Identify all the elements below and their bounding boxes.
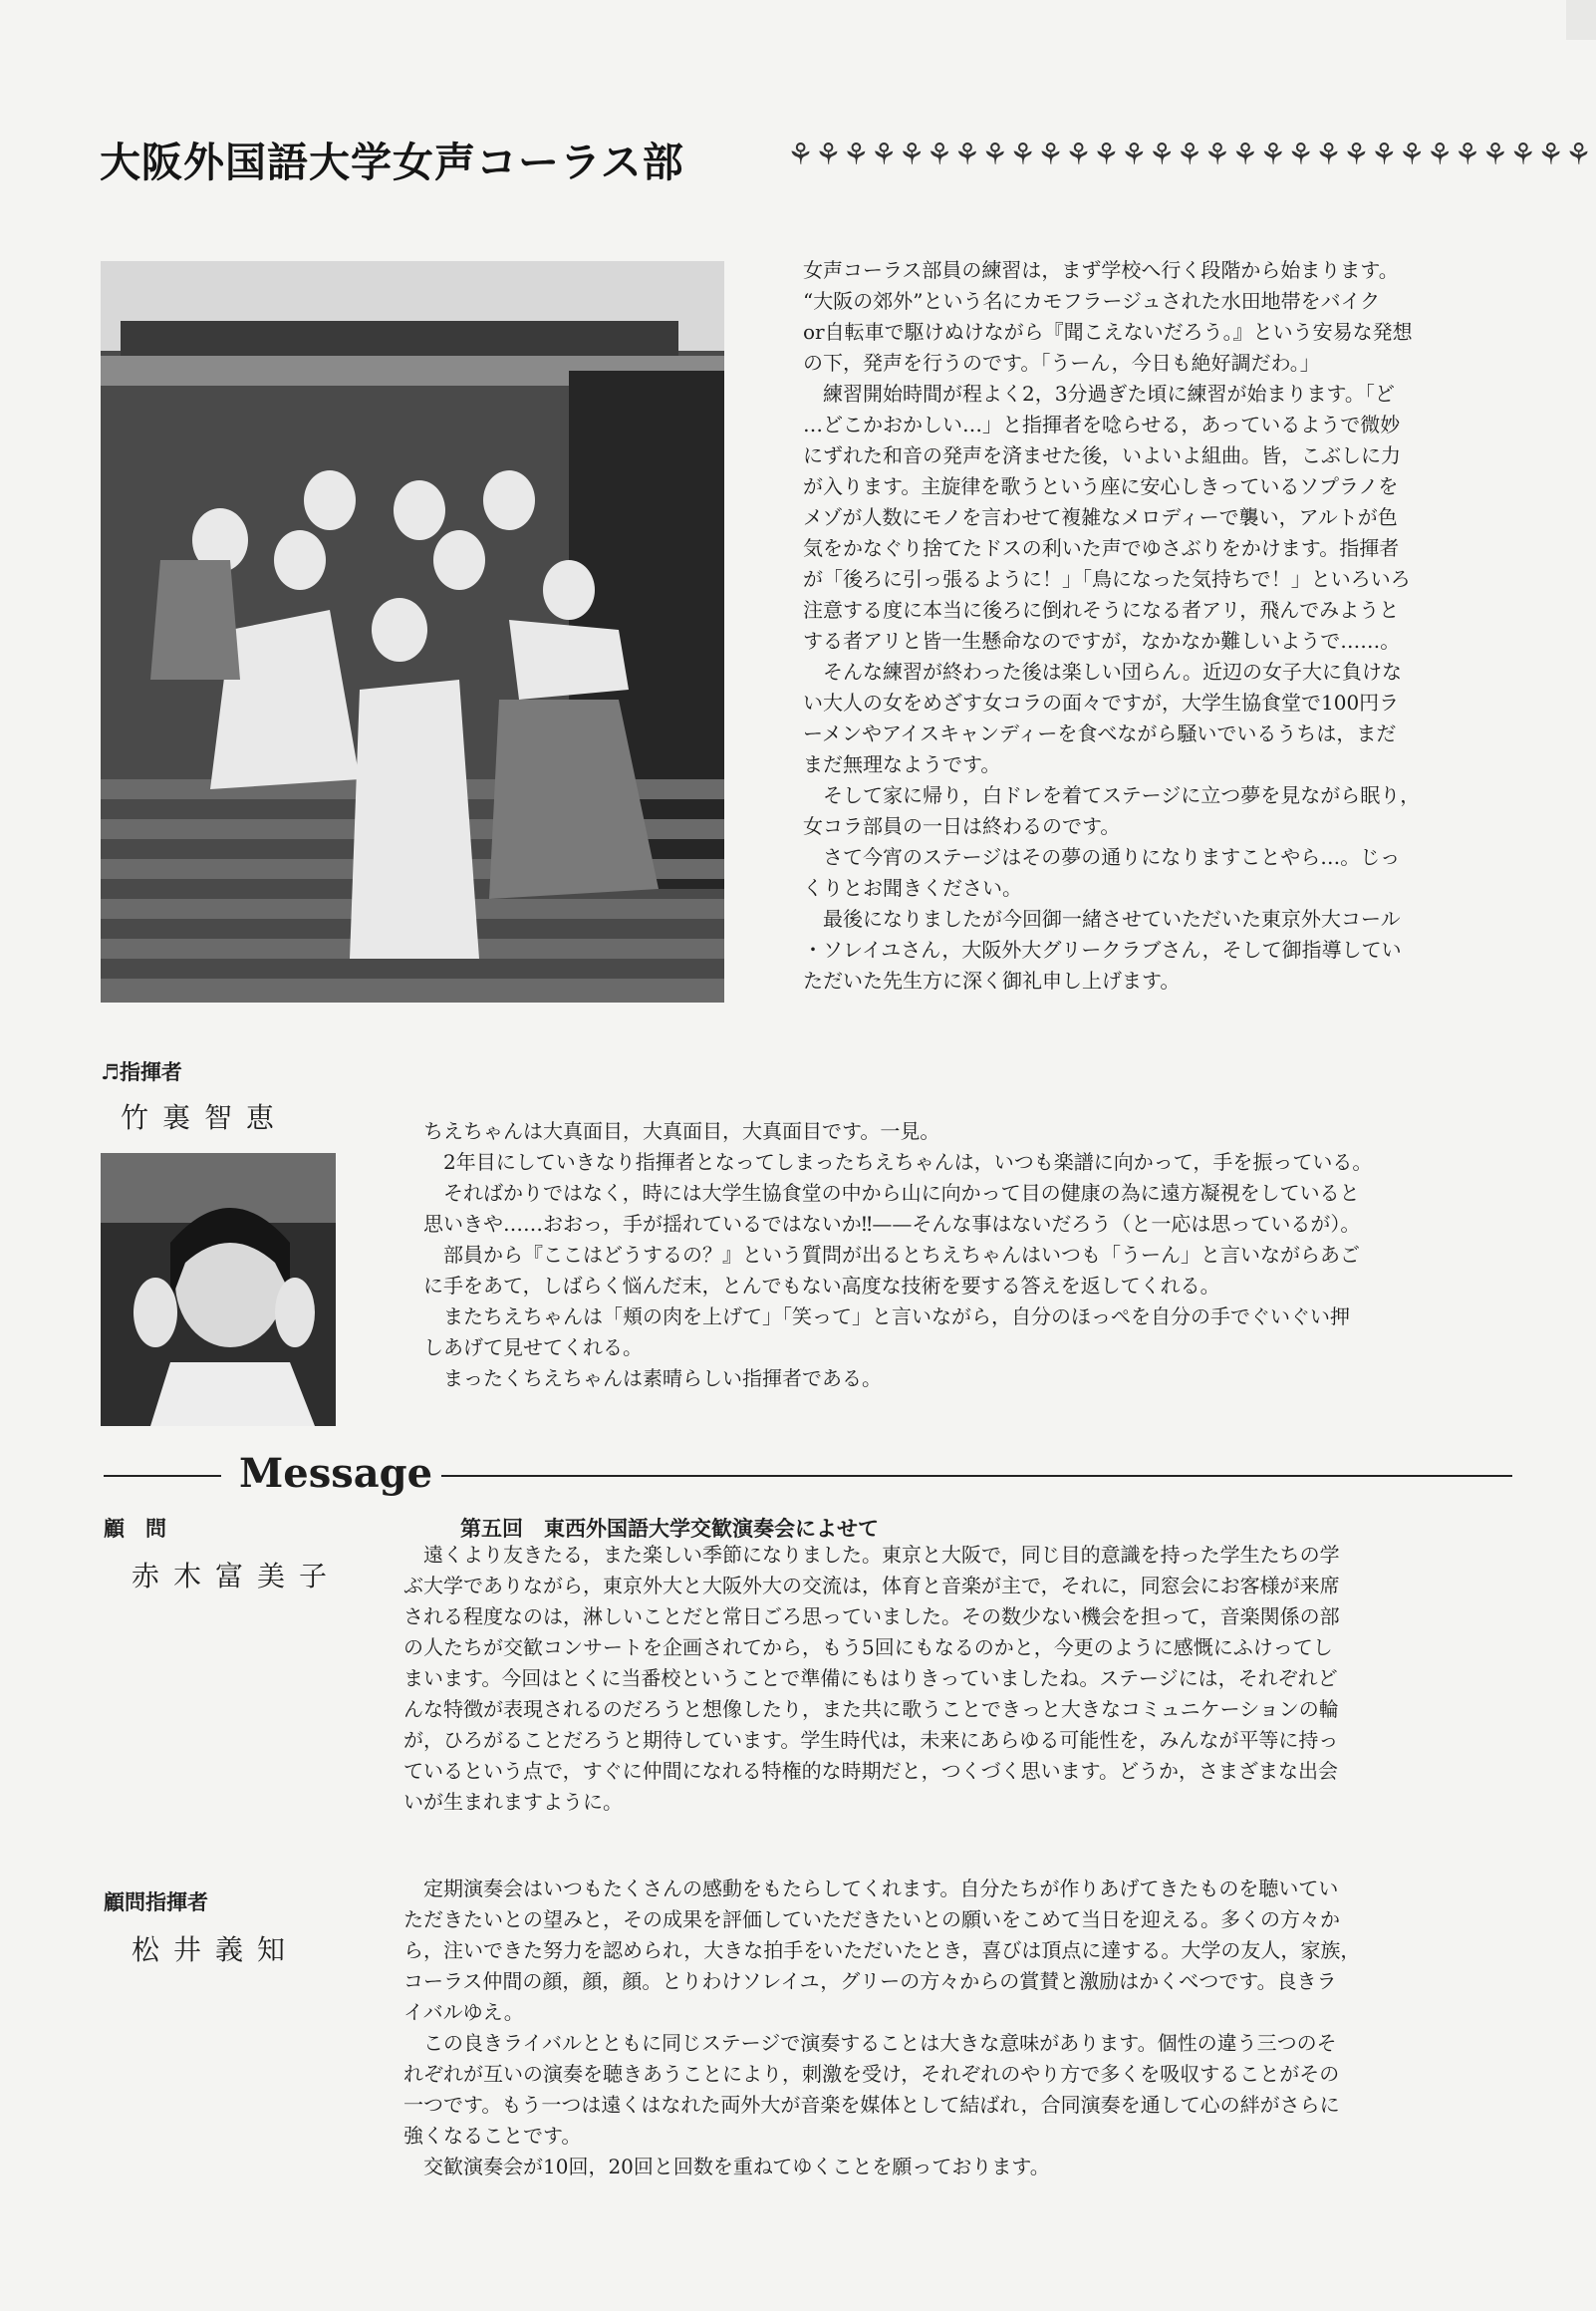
advisor-name: 赤木富美子 xyxy=(132,1560,342,1592)
conductor-line: しあげて見せてくれる。 xyxy=(423,1335,643,1359)
message-heading: Message xyxy=(239,1450,433,1497)
intro-line: …どこかおかしい…」と指揮者を唸らせる，あっているようで微妙 xyxy=(803,413,1401,436)
advisor-role: 顧 問 xyxy=(104,1517,166,1541)
conductor-photo xyxy=(101,1153,336,1426)
intro-line: い大人の女をめざす女コラの面々ですが，大学生協食堂で100円ラ xyxy=(803,691,1400,715)
intro-line: “大阪の郊外”という名にカモフラージュされた水田地帯をバイク xyxy=(803,289,1381,313)
conductor-text xyxy=(423,1116,1529,1394)
conductor-name: 竹裏智恵 xyxy=(121,1101,289,1134)
intro-line: ーメンやアイスキャンディーを食べながら騒いでいるうちは，まだ xyxy=(803,722,1397,745)
intro-line: ただいた先生方に深く御礼申し上げます。 xyxy=(803,969,1181,993)
intro-line: さて今宵のステージはその夢の通りになりますことやら…。じっ xyxy=(803,845,1401,869)
conductor-line: ちえちゃんは大真面目，大真面目，大真面目です。一見。 xyxy=(423,1119,940,1143)
intro-text xyxy=(803,255,1520,997)
intro-line: 最後になりましたが今回御一緒させていただいた東京外大コール xyxy=(803,907,1401,931)
advisor-conductor-line: ら，注いできた努力を認められ，大きな拍手をいただいたとき，喜びは頂点に達する。大学の友人，家族， xyxy=(403,1938,1361,1962)
advisor-line: ぶ大学でありながら，東京外大と大阪外大の交流は，体育と音楽が主で，それに，同窓会にお客様が来席 xyxy=(403,1574,1340,1597)
conductor-line: に手をあて，しばらく悩んだ末，とんでもない高度な技術を要する答えを返してくれる。 xyxy=(423,1274,1220,1298)
advisor-text xyxy=(403,1540,1529,1818)
advisor-conductor-line: 交歓演奏会が10回，20回と回数を重ねてゆくことを願っております。 xyxy=(403,2155,1050,2178)
intro-line: する者アリと皆一生懸命なのですが，なかなか難しいようで……。 xyxy=(803,629,1401,653)
intro-line: ・ソレイユさん，大阪外大グリークラブさん，そして御指導してい xyxy=(803,938,1402,962)
advisor-conductor-line: れぞれが互いの演奏を聴きあうことにより，刺激を受け，それぞれのやり方で多くを吸収することがその xyxy=(403,2062,1340,2086)
advisor-conductor-role: 顧問指揮者 xyxy=(104,1890,208,1914)
title-decoration: ⚘⚘⚘⚘⚘⚘⚘⚘⚘⚘⚘⚘⚘⚘⚘⚘⚘⚘⚘⚘⚘⚘⚘⚘⚘⚘⚘⚘⚘ xyxy=(787,138,1593,172)
intro-line: が「後ろに引っ張るように！」「鳥になった気持ちで！」といろいろ xyxy=(803,567,1411,591)
advisor-conductor-line: 強くなることです。 xyxy=(403,2124,582,2148)
conductor-line: そればかりではなく，時には大学生協食堂の中から山に向かって目の健康の為に遠方凝視をしていると xyxy=(443,1181,1360,1205)
advisor-conductor-line: この良きライバルとともに同じステージで演奏することは大きな意味があります。個性の違う三つのそ xyxy=(403,2031,1337,2055)
conductor-line: またちえちゃんは「頬の肉を上げて」「笑って」と言いながら，自分のほっぺを自分の手でぐいぐい押 xyxy=(443,1304,1350,1328)
intro-line: そして家に帰り，白ドレを着てステージに立つ夢を見ながら眠り， xyxy=(803,783,1421,807)
intro-line: くりとお聞きください。 xyxy=(803,876,1022,900)
page-title: 大阪外国語大学女声コーラス部 xyxy=(100,139,684,186)
intro-line: 女コラ部員の一日は終わるのです。 xyxy=(803,814,1121,838)
message-rule-right xyxy=(441,1475,1512,1477)
advisor-line: 遠くより友きたる，また楽しい季節になりました。東京と大阪で，同じ目的意識を持った学生たちの学 xyxy=(423,1543,1340,1567)
advisor-conductor-line: 定期演奏会はいつもたくさんの感動をもたらしてくれます。自分たちが作りあげてきたものを聴いてい xyxy=(423,1877,1339,1900)
conductor-label: ♬指揮者 xyxy=(101,1060,182,1084)
intro-line: の下，発声を行うのです。「うーん，今日も絶好調だわ。」 xyxy=(803,351,1320,375)
advisor-line: まいます。今回はとくに当番校ということで準備にもはりきっていましたね。ステージには，それぞれど xyxy=(403,1666,1338,1690)
advisor-line: いが生まれますように。 xyxy=(403,1790,623,1814)
advisor-line: んな特徴が表現されるのだろうと想像したり，また共に歌うことできっと大きなコミュニケーションの輪 xyxy=(403,1697,1339,1721)
intro-line: メゾが人数にモノを言わせて複雑なメロディーで襲い，アルトが色 xyxy=(803,505,1398,529)
conductor-line: 思いきや……おおっ，手が揺れているではないか‼——そんな事はないだろう（と一応は思っているが）。 xyxy=(423,1212,1361,1236)
message-rule-left xyxy=(104,1475,221,1477)
advisor-subtitle: 第五回 東西外国語大学交歓演奏会によせて xyxy=(460,1517,879,1541)
advisor-conductor-line: 一つです。もう一つは遠くはなれた両外大が音楽を媒体として結ばれ，合同演奏を通して心の絆がさらに xyxy=(403,2093,1340,2117)
advisor-line: の人たちが交歓コンサートを企画されてから，もう5回にもなるのかと，今更のように感慨にふけってし xyxy=(403,1635,1333,1659)
advisor-line: ているという点で，すぐに仲間になれる特権的な時期だと，つくづく思います。どうか，さまざまな出会 xyxy=(403,1759,1338,1783)
advisor-conductor-text xyxy=(403,1874,1529,2182)
intro-line: まだ無理なようです。 xyxy=(803,752,1001,776)
advisor-conductor-name: 松井義知 xyxy=(132,1933,300,1966)
conductor-line: 部員から『ここはどうするの？』という質問が出るとちえちゃんはいつも「うーん」と言いながらあご xyxy=(443,1243,1360,1267)
group-photo xyxy=(101,261,724,1003)
page-corner-fold xyxy=(1566,0,1596,40)
advisor-conductor-line: コーラス仲間の顔，顔，顔。とりわけソレイユ，グリーの方々からの賞賛と激励はかくべつです。良きラ xyxy=(403,1969,1337,1993)
advisor-line: される程度なのは，淋しいことだと常日ごろ思っていました。その数少ない機会を担って，音楽関係の部 xyxy=(403,1604,1340,1628)
advisor-line: が，ひろがることだろうと期待しています。学生時代は，未来にあらゆる可能性を，みんなが平等に持っ xyxy=(403,1728,1339,1752)
advisor-conductor-line: ただきたいとの望みと，その成果を評価していただきたいとの願いをこめて当日を迎える。多くの方々か xyxy=(403,1907,1340,1931)
intro-line: 女声コーラス部員の練習は，まず学校へ行く段階から始まります。 xyxy=(803,258,1399,282)
intro-line: or自転車で駆けぬけながら『聞こえないだろう。』という安易な発想 xyxy=(803,320,1413,344)
conductor-line: まったくちえちゃんは素晴らしい指揮者である。 xyxy=(443,1366,882,1390)
intro-line: にずれた和音の発声を済ませた後，いよいよ組曲。皆，こぶしに力 xyxy=(803,443,1401,467)
intro-line: 気をかなぐり捨てたドスの利いた声でゆさぶりをかけます。指揮者 xyxy=(803,536,1400,560)
advisor-conductor-line: イバルゆえ。 xyxy=(403,2000,524,2024)
intro-line: 注意する度に本当に後ろに倒れそうになる者アリ，飛んでみようと xyxy=(803,598,1400,622)
intro-line: が入ります。主旋律を歌うという座に安心しきっているソプラノを xyxy=(803,474,1399,498)
intro-line: 練習開始時間が程よく2，3分過ぎた頃に練習が始まります。「ど xyxy=(803,382,1395,406)
intro-line: そんな練習が終わった後は楽しい団らん。近辺の女子大に負けな xyxy=(803,660,1402,684)
conductor-line: 2年目にしていきなり指揮者となってしまったちえちゃんは，いつも楽譜に向かって，手を振っている。 xyxy=(443,1150,1373,1174)
